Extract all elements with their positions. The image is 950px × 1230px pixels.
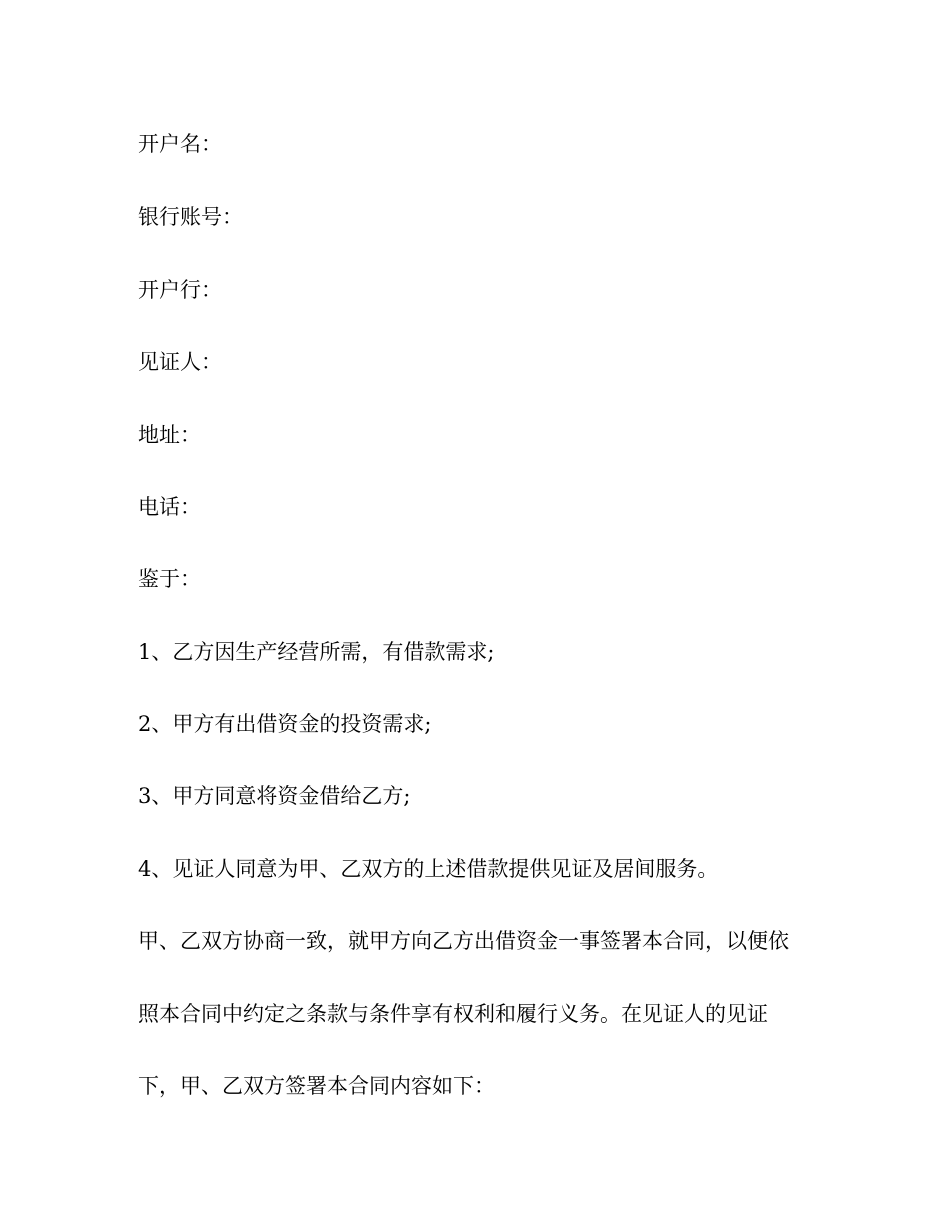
whereas-heading: 鉴于： (138, 567, 201, 591)
recital-item: 1、乙方因生产经营所需，有借款需求; (138, 640, 495, 664)
recital-item: 2、甲方有出借资金的投资需求; (138, 712, 432, 736)
bank-account-label: 银行账号： (138, 205, 243, 229)
witness-label: 见证人： (138, 350, 222, 374)
account-name-label: 开户名： (138, 132, 222, 156)
recital-item: 4、见证人同意为甲、乙双方的上述借款提供见证及居间服务。 (138, 857, 719, 881)
recital-item: 3、甲方同意将资金借给乙方; (138, 784, 411, 808)
agreement-paragraph-line: 下，甲、乙双方签署本合同内容如下： (138, 1074, 495, 1098)
address-label: 地址： (138, 423, 201, 447)
phone-label: 电话： (138, 495, 201, 519)
opening-bank-label: 开户行： (138, 278, 222, 302)
agreement-paragraph-line: 甲、乙双方协商一致，就甲方向乙方出借资金一事签署本合同，以便依 (138, 929, 789, 953)
agreement-paragraph-line: 照本合同中约定之条款与条件享有权利和履行义务。在见证人的见证 (138, 1002, 768, 1026)
